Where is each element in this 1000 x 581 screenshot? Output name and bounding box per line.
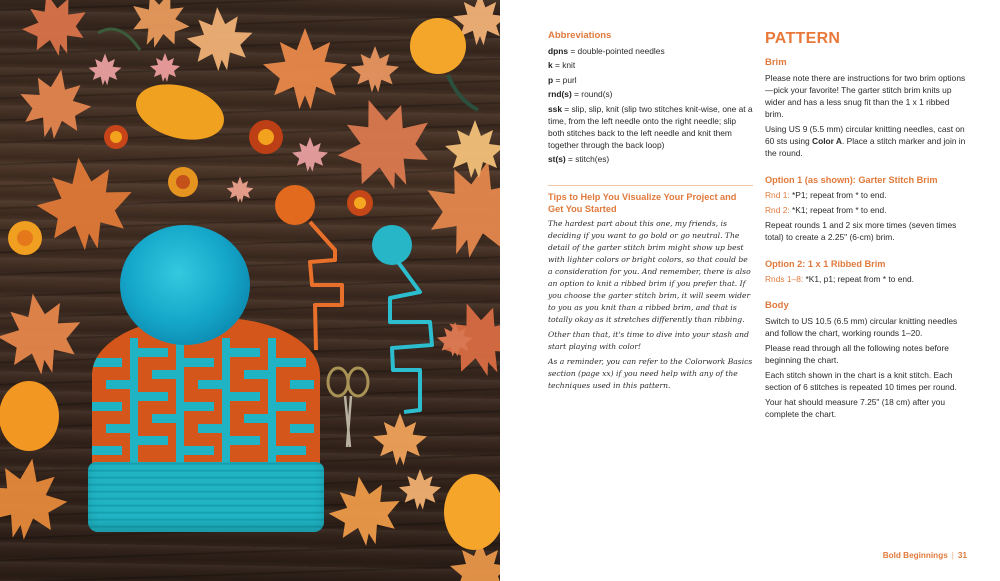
knitted-hat [88, 318, 324, 532]
page-number: 31 [957, 551, 967, 560]
page-footer [883, 551, 967, 560]
footer-separator: | [951, 551, 954, 560]
option1-rnd2: Rnd 2: *K1; repeat from * to end. [765, 205, 887, 215]
right-column [765, 30, 970, 420]
brim-intro: Please note there are instructions for two brim options—pick your favorite! The garter stitch brim knits up wider and has a less snug fit than the 1 x 1 ribbed brim. [765, 73, 966, 119]
tips-paragraph: As a reminder, you can refer to the Colorwork Basics section (page xx) if you need help with any of the techniques used in this pattern. [548, 357, 753, 390]
fur-pompom [120, 225, 250, 345]
left-column [548, 30, 753, 392]
option1-repeat: Repeat rounds 1 and 2 six more times (seven times total) to create a 2.25" (6-cm) brim. [765, 220, 957, 242]
option1-rnd1: Rnd 1: *P1; repeat from * to end. [765, 190, 887, 200]
abbreviation-item: rnd(s) = round(s) [548, 89, 613, 99]
abbreviations-heading: Abbreviations [548, 30, 612, 41]
color-a-label: Color A [812, 136, 842, 146]
body-paragraph: Each stitch shown in the chart is a knit stitch. Each section of 6 stitches is repeated 10 times per round. [765, 370, 957, 392]
brim-cast-on: Using US 9 (5.5 mm) circular knitting needles, cast on 60 sts using Color A. Place a stitch marker and join in the round. [765, 124, 966, 158]
option2-rnds: Rnds 1–8: *K1, p1; repeat from * to end. [765, 274, 914, 284]
body-paragraph: Your hat should measure 7.25" (18 cm) after you complete the chart. [765, 397, 946, 419]
tips-paragraph: The hardest part about this one, my friends, is deciding if you want to go bold or go neutral. The detail of the garter stitch brim might show up best with lighter colors or bright colors, so that could be a consideration for you. And remember, there is also an option to knit a ribbed brim if you prefer that. If you choose the garter stitch brim, it will seem wider to you as you knit than a ribbed brim, and that is totally okay as it stretches differently than ribbing. [548, 219, 751, 324]
body-paragraph: Please read through all the following notes before beginning the chart. [765, 343, 949, 365]
body-paragraph: Switch to US 10.5 (6.5 mm) circular knitting needles and follow the chart, working rounds 1–20. [765, 316, 958, 338]
abbreviation-item: ssk = slip, slip, knit (slip two stitches knit-wise, one at a time, from the left needle onto the right needle; slip both stitches back to the left needle and knit them together through the back loop) [548, 103, 753, 150]
chapter-title: Bold Beginnings [882, 551, 948, 560]
abbreviation-item: st(s) = stitch(es) [548, 154, 610, 164]
garter-stitch-brim [88, 462, 324, 532]
section-divider [548, 185, 753, 186]
pattern-title: PATTERN [765, 30, 841, 47]
brim-heading: Brim [765, 57, 787, 68]
option1-heading: Option 1 (as shown): Garter Stitch Brim [765, 175, 938, 185]
abbreviations-list [548, 45, 753, 166]
option2-heading: Option 2: 1 x 1 Ribbed Brim [765, 259, 886, 269]
abbreviation-item: k = knit [548, 60, 576, 70]
pattern-page [500, 0, 1000, 581]
body-heading: Body [765, 300, 789, 311]
tips-paragraph: Other than that, it's time to dive into your stash and start playing with color! [548, 330, 749, 351]
abbreviation-item: dpns = double-pointed needles [548, 45, 665, 56]
tips-heading: Tips to Help You Visualize Your Project and Get You Started [548, 192, 737, 214]
abbreviation-item: p = purl [548, 74, 577, 85]
